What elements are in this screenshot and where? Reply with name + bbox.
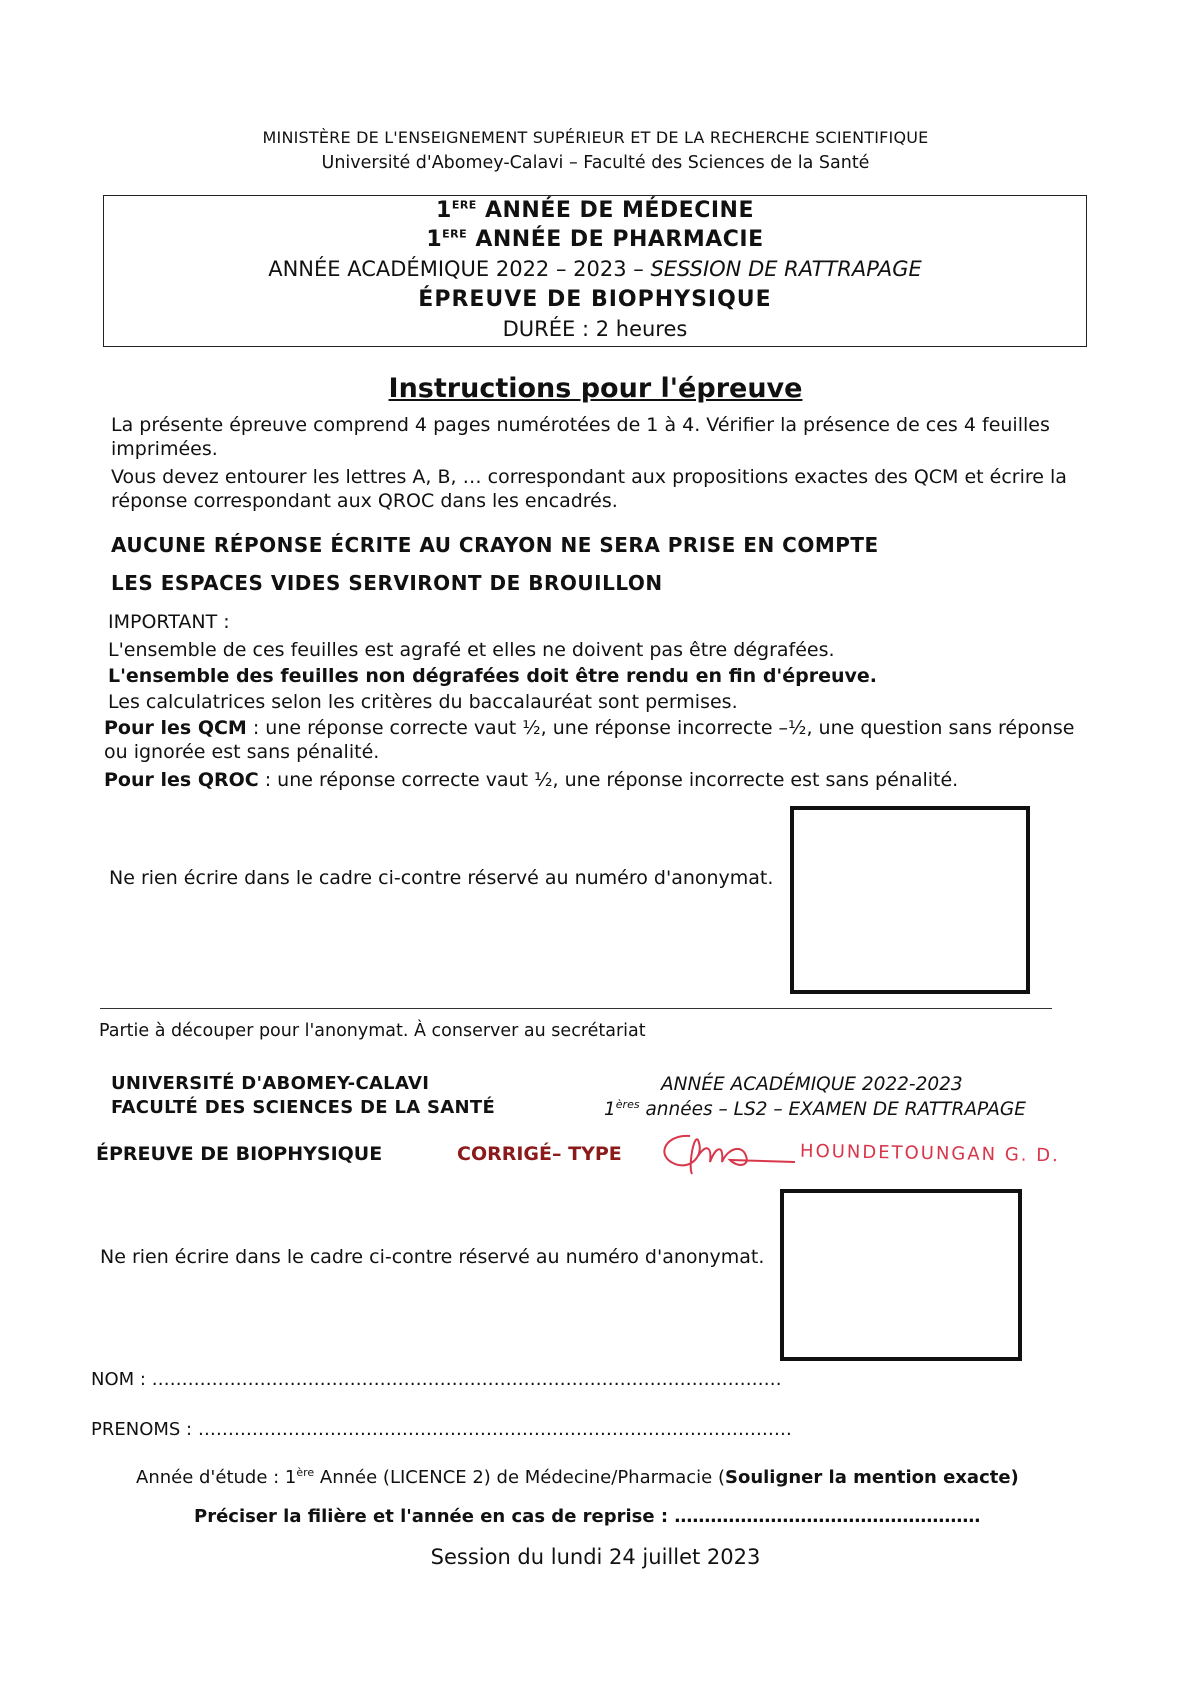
anonymity-box-1 [790, 806, 1030, 994]
footer-exam-session: 1ères années – LS2 – EXAMEN DE RATTRAPAGE [604, 1098, 1026, 1121]
instructions-title: Instructions pour l'épreuve [388, 373, 803, 404]
qroc-rule: Pour les QROC : une réponse correcte vaut ½, une réponse incorrecte est sans pénalité. [104, 769, 959, 791]
instruction-p2: Vous devez entourer les lettres A, B, … correspondant aux propositions exactes des QCM et écrire la réponse correspondant aux QROC dans les encadrés. [111, 466, 1067, 512]
anonymity-note-1: Ne rien écrire dans le cadre ci-contre réservé au numéro d'anonymat. [109, 867, 774, 889]
footer-academic-year: ANNÉE ACADÉMIQUE 2022-2023 [661, 1074, 963, 1095]
exam-subject: ÉPREUVE DE BIOPHYSIQUE [418, 287, 772, 312]
signature-icon [650, 1126, 800, 1176]
draft-space-note: LES ESPACES VIDES SERVIRONT DE BROUILLON [111, 571, 663, 595]
anonymity-box-2 [780, 1189, 1022, 1361]
footer-university: UNIVERSITÉ D'ABOMEY-CALAVI [111, 1073, 430, 1094]
exam-info-frame [103, 195, 1087, 347]
prenoms-field[interactable]: PRENOMS : ……………………………………………………………………………………… [91, 1419, 792, 1440]
year-medecine: 1ERE ANNÉE DE MÉDECINE [436, 198, 754, 223]
footer-faculty: FACULTÉ DES SCIENCES DE LA SANTÉ [111, 1097, 496, 1118]
cut-line [100, 1008, 1052, 1009]
reprise-field[interactable]: Préciser la filière et l'année en cas de reprise : …………………………………………… [194, 1506, 981, 1527]
important-line-1: L'ensemble de ces feuilles est agrafé et elles ne doivent pas être dégrafées. [108, 639, 835, 661]
corrige-type-label: CORRIGÉ– TYPE [457, 1143, 622, 1165]
ministry-header: MINISTÈRE DE L'ENSEIGNEMENT SUPÉRIEUR ET DE LA RECHERCHE SCIENTIFIQUE [262, 128, 929, 147]
exam-duration: DURÉE : 2 heures [502, 317, 688, 341]
nom-field[interactable]: NOM : …………………………………………………………………………………………… [91, 1369, 782, 1390]
year-pharmacie: 1ERE ANNÉE DE PHARMACIE [426, 227, 764, 252]
handwritten-name: HOUNDETOUNGAN G. D. [799, 1140, 1060, 1167]
instruction-p1: La présente épreuve comprend 4 pages numérotées de 1 à 4. Vérifier la présence de ces 4 feuilles imprimées. [111, 414, 1050, 460]
footer-subject: ÉPREUVE DE BIOPHYSIQUE [96, 1143, 383, 1165]
important-line-3: Les calculatrices selon les critères du baccalauréat sont permises. [108, 691, 738, 713]
academic-year: ANNÉE ACADÉMIQUE 2022 – 2023 – SESSION DE RATTRAPAGE [268, 257, 922, 281]
session-date: Session du lundi 24 juillet 2023 [430, 1545, 761, 1569]
important-label: IMPORTANT : [108, 611, 230, 633]
year-of-study: Année d'étude : 1ère Année (LICENCE 2) de Médecine/Pharmacie (Souligner la mention exacte) [136, 1466, 1019, 1488]
pencil-warning: AUCUNE RÉPONSE ÉCRITE AU CRAYON NE SERA PRISE EN COMPTE [111, 533, 879, 557]
qcm-rule: Pour les QCM : une réponse correcte vaut ½, une réponse incorrecte –½, une question sans réponse ou ignorée est sans pénalité. [104, 717, 1075, 763]
university-header: Université d'Abomey-Calavi – Faculté des Sciences de la Santé [321, 153, 870, 173]
cut-label: Partie à découper pour l'anonymat. À conserver au secrétariat [99, 1021, 646, 1041]
important-line-2: L'ensemble des feuilles non dégrafées doit être rendu en fin d'épreuve. [108, 665, 877, 687]
anonymity-note-2: Ne rien écrire dans le cadre ci-contre réservé au numéro d'anonymat. [100, 1246, 765, 1268]
